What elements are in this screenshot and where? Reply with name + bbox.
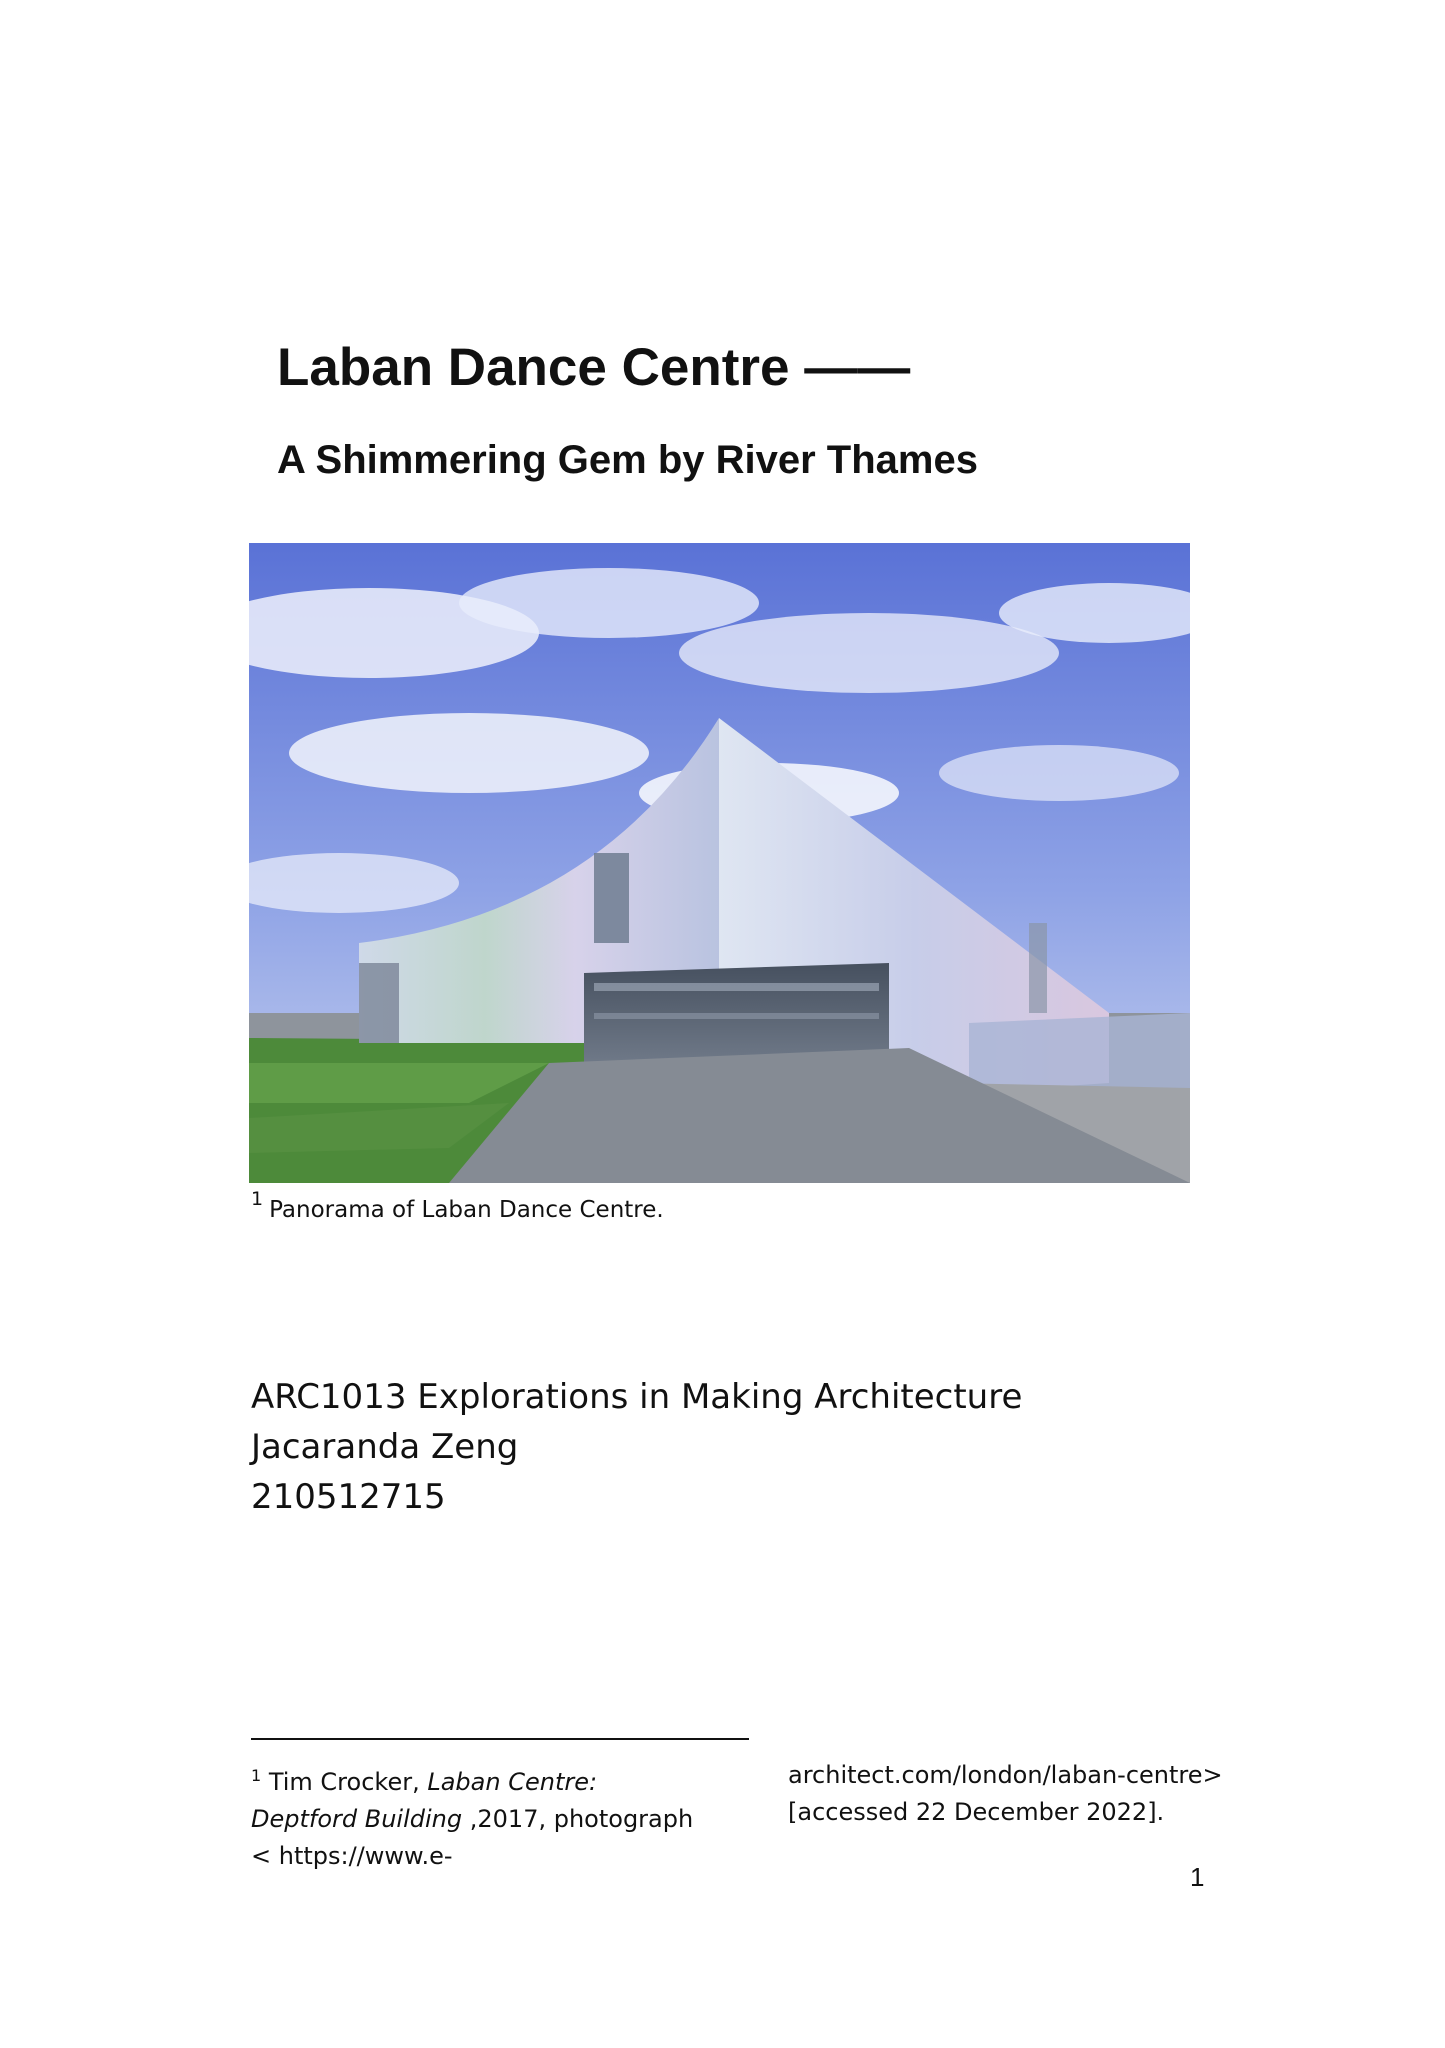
footnote-title-part2: Deptford Building [251,1805,463,1833]
document-info [251,1372,1022,1522]
footnote-details: ,2017, photograph [462,1805,694,1833]
footnote-left-column [251,1757,751,1875]
footnote-url-start: < https://www.e- [251,1842,453,1870]
page-number: 1 [1190,1862,1205,1892]
footnote-url-end: architect.com/london/laban-centre> [788,1761,1223,1789]
caption-text: Panorama of Laban Dance Centre. [269,1197,664,1223]
footnote-right-column [788,1757,1223,1831]
course-name: ARC1013 Explorations in Making Architecture [251,1377,1023,1417]
footnote-marker: 1 [251,1766,262,1785]
figure-caption [251,1188,664,1223]
footnote-divider [251,1738,749,1740]
footnote-accessed: [accessed 22 December 2022]. [788,1798,1165,1826]
page-title: Laban Dance Centre —— [277,338,911,397]
page-subtitle: A Shimmering Gem by River Thames [277,438,978,482]
student-id: 210512715 [251,1477,446,1517]
building-photo [249,543,1190,1183]
caption-footnote-marker: 1 [251,1188,264,1210]
author-name: Jacaranda Zeng [251,1427,519,1467]
footnote-author: Tim Crocker, [268,1768,428,1796]
footnote-title-part1: Laban Centre: [427,1768,598,1796]
